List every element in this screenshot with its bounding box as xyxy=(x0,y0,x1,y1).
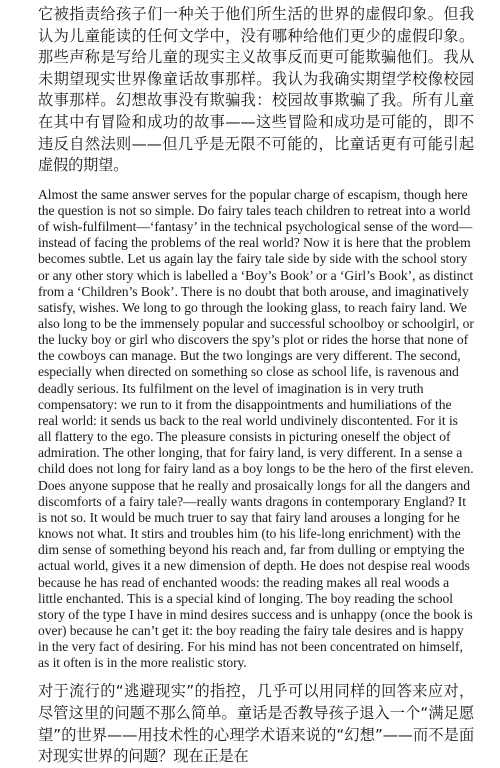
chinese-paragraph-escapism: 对于流行的“逃避现实”的指控，几乎可以用同样的回答来应对，尽管这里的问题不那么简单。童话是否教导孩子退入一个“满足愿望”的世界——用技术性的心理学术语来说的“幻想”——而不是面对现实世界的问题？现在正是在 xyxy=(38,682,474,766)
english-paragraph-escapism: Almost the same answer serves for the popular charge of escapism, though here the question is not so simple. Do fairy tales teach children to retreat into a world of wish-fulfilment—‘fantasy’ in the technical psychological sense of the word—instead of facing the problems of the real world? Now it is here that the problem becomes subtle. Let us again lay the fairy tale side by side with the school story or any other story which is labelled a ‘Boy’s Book’ or a ‘Girl’s Book’, as distinct from a ‘Children’s Book’. There is no doubt that both arouse, and imaginatively satisfy, wishes. We long to go through the looking glass, to reach fairy land. We also long to be the immensely popular and successful schoolboy or schoolgirl, or the lucky boy or girl who discovers the spy’s plot or rides the horse that none of the cowboys can manage. But the two longings are very different. The second, especially when directed on something so close as school life, is ravenous and deadly serious. Its fulfilment on the level of imagination is in very truth compensatory: we run to it from the disappointments and humiliations of the real world: it sends us back to the real world undivinely discontented. For it is all flattery to the ego. The pleasure consists in picturing oneself the object of admiration. The other longing, that for fairy land, is very different. In a sense a child does not long for fairy land as a boy longs to be the hero of the first eleven. Does anyone suppose that he really and prosaically longs for all the dangers and discomforts of a fairy tale?—really wants dragons in contemporary England? It is not so. It would be much truer to say that fairy land arouses a longing for he knows not what. It stirs and troubles him (to his life-long enrichment) with the dim sense of something beyond his reach and, far from dulling or emptying the actual world, gives it a new dimension of depth. He does not despise real woods because he has read of enchanted woods: the reading makes all real woods a little enchanted. This is a special kind of longing. The boy reading the school story of the type I have in mind desires success and is unhappy (once the book is over) because he can’t get it: the boy reading the fairy tale desires and is happy in the very fact of desiring. For his mind has not been concentrated on himself, as it often is in the more realistic story. xyxy=(38,186,474,671)
document-page xyxy=(38,4,474,768)
chinese-paragraph-intro: 它被指责给孩子们一种关于他们所生活的世界的虚假印象。但我认为儿童能读的任何文学中，没有哪种给他们更少的虚假印象。那些声称是写给儿童的现实主义故事反而更可能欺骗他们。我从未期望现实世界像童话故事那样。我认为我确实期望学校像校园故事那样。幻想故事没有欺骗我：校园故事欺骗了我。所有儿童在其中有冒险和成功的故事——这些冒险和成功是可能的，即不违反自然法则——但几乎是无限不可能的，比童话更有可能引起虚假的期望。 xyxy=(38,5,474,175)
